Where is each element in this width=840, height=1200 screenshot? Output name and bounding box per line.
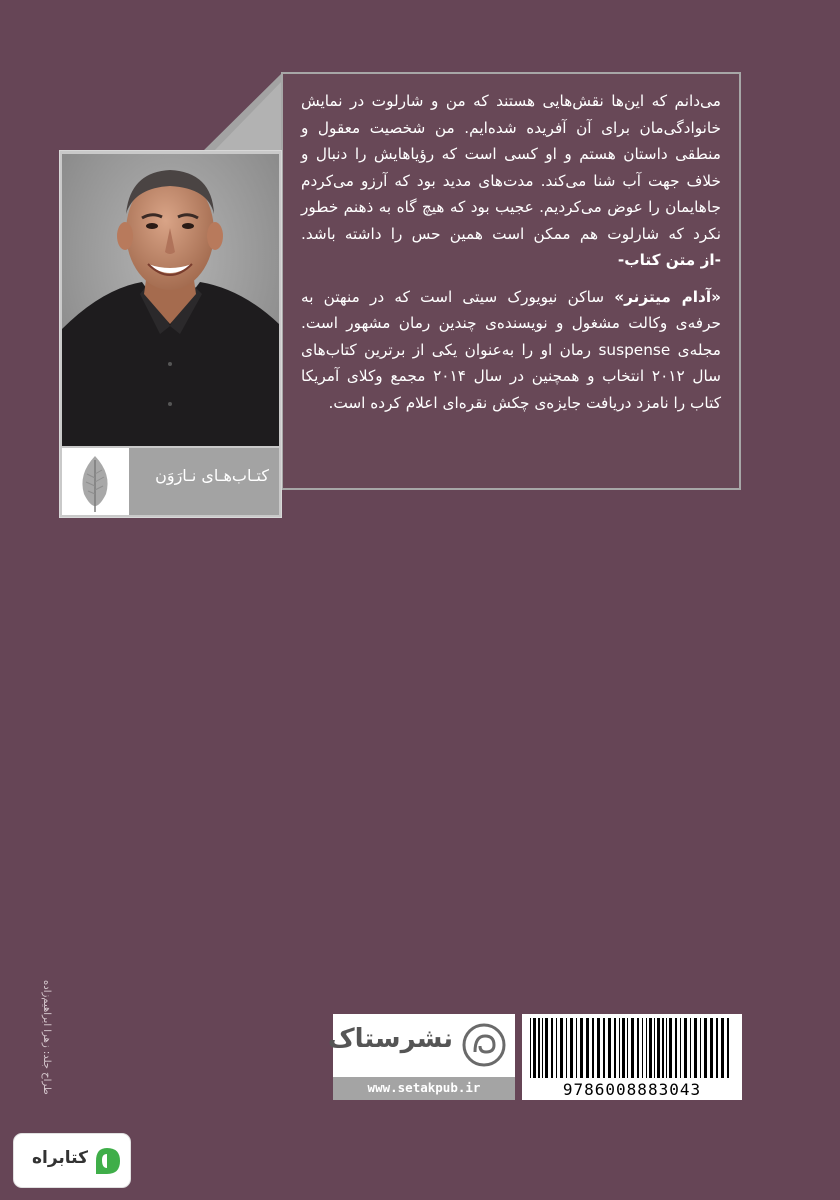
quote-box xyxy=(281,72,741,490)
author-photo xyxy=(62,154,279,446)
publisher-emblem-icon xyxy=(461,1022,507,1068)
publisher-url[interactable]: www.setakpub.ir xyxy=(367,1080,481,1095)
author-card xyxy=(59,150,282,518)
leaf-icon xyxy=(62,448,129,515)
series-bar xyxy=(62,448,279,515)
publisher-name: نشرستاک xyxy=(328,1024,453,1054)
quote-body: می‌دانم که این‌ها نقش‌هایی هستند که من و شارلوت در نمایش خانوادگی‌مان برای آن آفریده شده‌ایم. من شخصیت معقول و منطقی داستان هستم و او کسی است که رؤیاهایش را دنبال و خلاف جهت آب شنا می‌کند. مدت‌های مدید بود که آرزو می‌کردم جاهایمان را عوض می‌کردیم. عجیب بود که هیچ گاه به ذهنم خطور نکرد که شارلوت هم ممکن است همین حس را داشته باشد. xyxy=(301,92,721,243)
author-bio xyxy=(301,284,721,417)
author-bio-body: ساکن نیویورک سیتی است که در منهتن به حرفه‌ی وکالت مشغول و نویسنده‌ی چندین رمان مشهور است. مجله‌ی suspense رمان او را به‌عنوان یکی از برترین کتاب‌های سال ۲۰۱۲ انتخاب و همچنین در سال ۲۰۱۴ مجمع وکلای آمریکا کتاب را نامزد دریافت جایزه‌ی چکش نقره‌ای اعلام کرده است. xyxy=(301,287,721,412)
barcode-bars xyxy=(528,1018,736,1080)
ketabrah-logo-icon xyxy=(92,1146,122,1176)
quote-text xyxy=(301,88,721,274)
isbn-number: 9786008883043 xyxy=(562,1080,702,1099)
cover-designer-credit: طراح جلد: زهرا ابراهیم‌زاده xyxy=(41,980,52,1095)
author-portrait-illustration xyxy=(62,154,279,446)
publisher-logo xyxy=(328,1014,515,1100)
isbn-barcode xyxy=(522,1014,742,1100)
quote-source: -از متن کتاب- xyxy=(617,251,721,269)
ketabrah-watermark xyxy=(13,1133,131,1188)
ketabrah-label: کتابراه xyxy=(31,1148,88,1168)
series-label: کتـاب‌هـای نـارَوَن xyxy=(155,466,269,485)
publisher-url-bar xyxy=(333,1077,515,1100)
author-name: «آدام میتزنر» xyxy=(614,287,722,306)
